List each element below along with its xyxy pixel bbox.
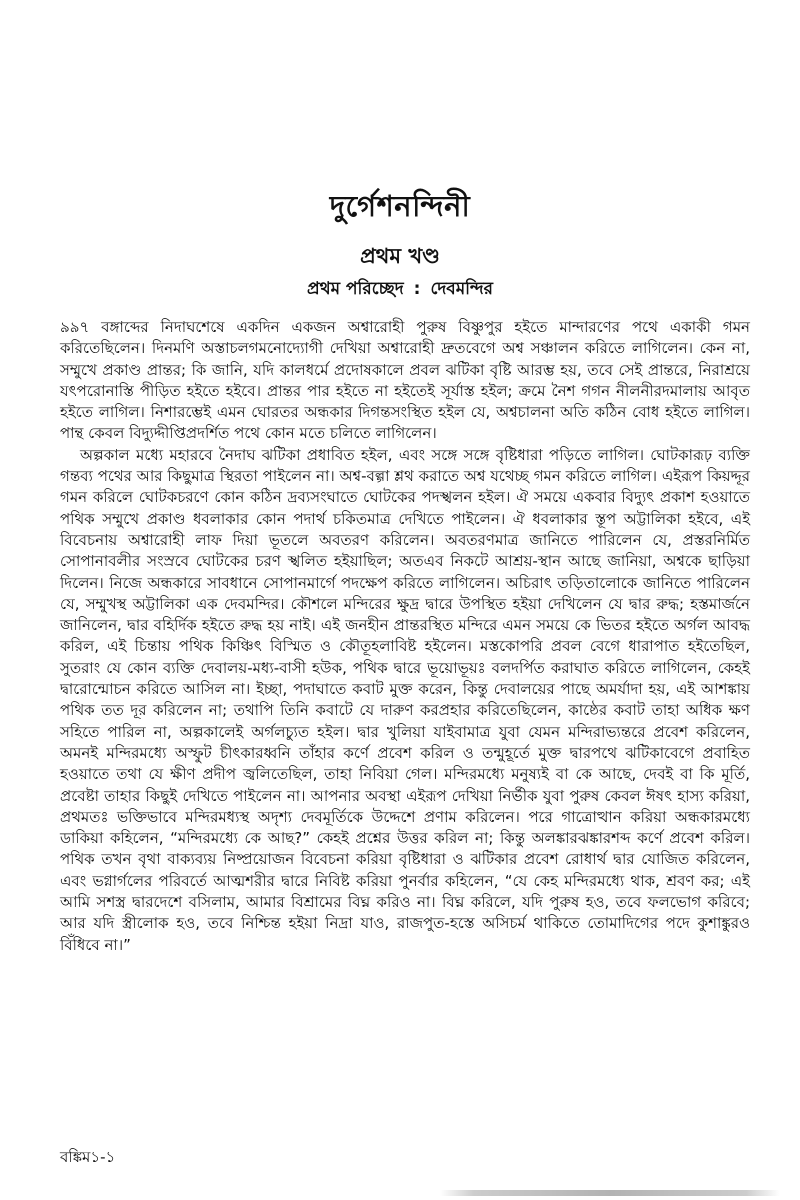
paragraph: ৯৯৭ বঙ্গাব্দের নিদাঘশেষে একদিন একজন অশ্বারোহী পুরুষ বিষ্ণুপুর হইতে মান্দারণের পথে একাকী গমন করিতেছিলেন। দিনমণি অস্তাচলগমনোদ্যোগী দেখিয়া অশ্বারোহী দ্রুতবেগে অশ্ব সঞ্চালন করিতে লাগিলেন। কেন না, সম্মুখে প্রকাণ্ড প্রান্তর; কি জানি, যদি কালধর্মে প্রদোষকালে প্রবল ঝটিকা বৃষ্টি আরম্ভ হয়, তবে সেই প্রান্তরে, নিরাশ্রয়ে যৎপরোনাস্তি পীড়িত হইতে হইবে। প্রান্তর পার হইতে না হইতেই সূর্যাস্ত হইল; ক্রমে নৈশ গগন নীলনীরদমালায় আবৃত হইতে লাগিল। নিশারম্ভেই এমন ঘোরতর অন্ধকার দিগন্তসংস্থিত হইল যে, অশ্বচালনা অতি কঠিন বোধ হইতে লাগিল। পান্থ কেবল বিদ্যুদ্দীপ্তিপ্রদর্শিত পথে কোন মতে চলিতে লাগিলেন। — [60, 318, 750, 443]
scan-edge-mark — [440, 1190, 780, 1196]
chapter-heading — [0, 276, 800, 304]
paragraph: অল্পকাল মধ্যে মহারবে নৈদাঘ ঝটিকা প্রধাবিত হইল, এবং সঙ্গে সঙ্গে বৃষ্টিধারা পড়িতে লাগিল। ঘোটকারূঢ় ব্যক্তি গন্তব্য পথের আর কিছুমাত্র স্থিরতা পাইলেন না। অশ্ব-বল্গা শ্লথ করাতে অশ্ব যথেচ্ছ গমন করিতে লাগিল। এইরূপ কিয়দ্দূর গমন করিলে ঘোটকচরণে কোন কঠিন দ্রব্যসংঘাতে ঘোটকের পদস্খলন হইল। ঐ সময়ে একবার বিদ্যুৎ প্রকাশ হওয়াতে পথিক সম্মুখে প্রকাণ্ড ধবলাকার কোন পদার্থ চকিতমাত্র দেখিতে পাইলেন। ঐ ধবলাকার স্তূপ অট্টালিকা হইবে, এই বিবেচনায় অশ্বারোহী লাফ দিয়া ভূতলে অবতরণ করিলেন। অবতরণমাত্র জানিতে পারিলেন যে, প্রস্তরনির্মিত সোপানাবলীর সংস্রবে ঘোটকের চরণ স্খলিত হইয়াছিল; অতএব নিকটে আশ্রয়-স্থান আছে জানিয়া, অশ্বকে ছাড়িয়া দিলেন। নিজে অন্ধকারে সাবধানে সোপানমার্গে পদক্ষেপ করিতে লাগিলেন। অচিরাৎ তড়িতালোকে জানিতে পারিলেন যে, সম্মুখস্থ অট্টালিকা এক দেবমন্দির। কৌশলে মন্দিরের ক্ষুদ্র দ্বারে উপস্থিত হইয়া দেখিলেন যে দ্বার রুদ্ধ; হস্তমার্জনে জানিলেন, দ্বার বহির্দিক হইতে রুদ্ধ হয় নাই। এই জনহীন প্রান্তরস্থিত মন্দিরে এমন সময়ে কে ভিতর হইতে অর্গল আবদ্ধ করিল, এই চিন্তায় পথিক কিঞ্চিৎ বিস্মিত ও কৌতূহলাবিষ্ট হইলেন। মস্তকোপরি প্রবল বেগে ধারাপাত হইতেছিল, সুতরাং যে কোন ব্যক্তি দেবালয়-মধ্য-বাসী হউক, পথিক দ্বারে ভূয়োভূয়ঃ বলদর্পিত করাঘাত করিতে লাগিলেন, কেহই দ্বারোন্মোচন করিতে আসিল না। ইচ্ছা, পদাঘাতে কবাট মুক্ত করেন, কিন্তু দেবালয়ের পাছে অমর্যাদা হয়, এই আশঙ্কায় পথিক তত দূর করিলেন না; তথাপি তিনি কবাটে যে দারুণ করপ্রহার করিতেছিলেন, কাষ্ঠের কবাট তাহা অধিক ক্ষণ সহিতে পারিল না, অল্পকালেই অর্গলচ্যুত হইল। দ্বার খুলিয়া যাইবামাত্র যুবা যেমন মন্দিরাভ্যন্তরে প্রবেশ করিলেন, অমনই মন্দিরমধ্যে অস্ফুট চীৎকারধ্বনি তাঁহার কর্ণে প্রবেশ করিল ও তন্মুহূর্তে মুক্ত দ্বারপথে ঝটিকাবেগে প্রবাহিত হওয়াতে তথা যে ক্ষীণ প্রদীপ জ্বলিতেছিল, তাহা নিবিয়া গেল। মন্দিরমধ্যে মনুষ্যই বা কে আছে, দেবই বা কি মূর্তি, প্রবেষ্টা তাহার কিছুই দেখিতে পাইলেন না। আপনার অবস্থা এইরূপ দেখিয়া নির্ভীক যুবা পুরুষ কেবল ঈষৎ হাস্য করিয়া, প্রথমতঃ ভক্তিভাবে মন্দিরমধ্যস্থ অদৃশ্য দেবমূর্তিকে উদ্দেশে প্রণাম করিলেন। পরে গাত্রোত্থান করিয়া অন্ধকারমধ্যে ডাকিয়া কহিলেন, “মন্দিরমধ্যে কে আছ?” কেহই প্রশ্নের উত্তর করিল না; কিন্তু অলঙ্কারঝঙ্কারশব্দ কর্ণে প্রবেশ করিল। পথিক তখন বৃথা বাক্যব্যয় নিষ্প্রয়োজন বিবেচনা করিয়া বৃষ্টিধারা ও ঝটিকার প্রবেশ রোধার্থ দ্বার যোজিত করিলেন, এবং ভগ্নার্গলের পরিবর্তে আত্মশরীর দ্বারে নিবিষ্ট করিয়া পুনর্বার কহিলেন, “যে কেহ মন্দিরমধ্যে থাক, শ্রবণ কর; এই আমি সশস্ত্র দ্বারদেশে বসিলাম, আমার বিশ্রামের বিঘ্ন করিও না। বিঘ্ন করিলে, যদি পুরুষ হও, তবে ফলভোগ করিবে; আর যদি স্ত্রীলোক হও, তবে নিশ্চিন্ত হইয়া নিদ্রা যাও, রাজপুত-হস্তে অসিচর্ম থাকিতে তোমাদিগের পদে কুশাঙ্কুরও বিঁধিবে না।” — [60, 445, 750, 954]
book-title: দুর্গেশনন্দিনী — [329, 189, 471, 223]
page-signature: বঙ্কিম১-১ — [60, 1148, 116, 1166]
part-title: প্রথম খণ্ড — [360, 244, 440, 268]
chapter-label: প্রথম পরিচ্ছেদ — [306, 279, 404, 299]
chapter-separator: : — [413, 279, 421, 299]
body-text — [60, 317, 750, 956]
chapter-name: দেবমন্দির — [430, 279, 494, 299]
